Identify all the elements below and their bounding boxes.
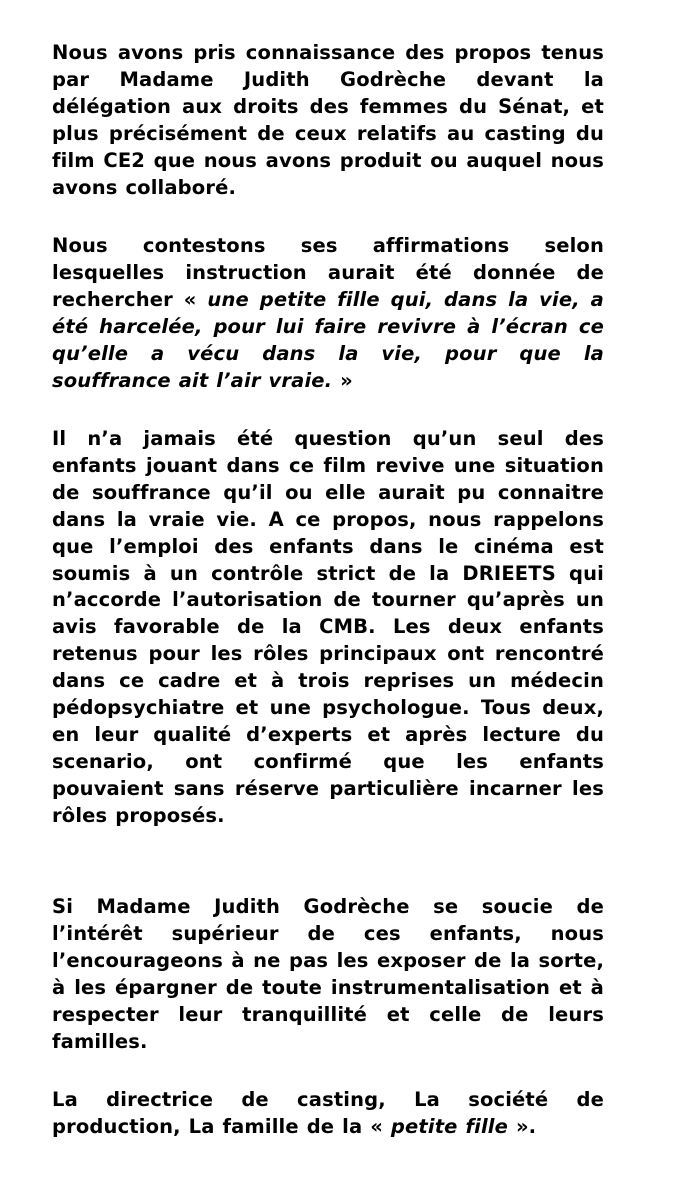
signature-block [52,1087,604,1141]
paragraph-contest [52,233,604,394]
paragraph-explanation [52,426,604,830]
paragraph-contest-lead: Nous contestons ses affirmations selon lesquelles instruction aurait été donnée de rechercher « [52,234,604,311]
signature-text [52,1087,604,1141]
paragraph-request-text: Si Madame Judith Godrèche se soucie de l’intérêt supérieur de ces enfants, nous l’encourageons à ne pas les exposer de la sorte, à les épargner de toute instrumentalisation et à respecter leur tranquillité et celle de leurs familles. [52,895,604,1053]
signature-close: ». [508,1114,537,1138]
paragraph-explanation-text: Il n’a jamais été question qu’un seul des enfants jouant dans ce film revive une situation de souffrance qu’il ou elle aurait pu connaitre dans la vraie vie. A ce propos, nous rappelons que l’emploi des enfants dans le cinéma est soumis à un contrôle strict de la DRIEETS qui n’accorde l’autorisation de tourner qu’après un avis favorable de la CMB. Les deux enfants retenus pour les rôles principaux ont rencontré dans ce cadre et à trois reprises un médecin pédopsychiatre et une psychologue. Tous deux, en leur qualité d’experts et après lecture du scenario, ont confirmé que les enfants pouvaient sans réserve particulière incarner les rôles proposés. [52,427,604,827]
paragraph-contest-close: » [332,368,353,392]
paragraph-intro [52,40,604,201]
paragraph-intro-text: Nous avons pris connaissance des propos tenus par Madame Judith Godrèche devant la délégation aux droits des femmes du Sénat, et plus précisément de ceux relatifs au casting du film CE2 que nous avons produit ou auquel nous avons collaboré. [52,41,604,199]
paragraph-contest-text [52,233,604,394]
quoted-statement: une petite fille qui, dans la vie, a été harcelée, pour lui faire revivre à l’écran ce qu’elle a vécu dans la vie, pour que la souffrance ait l’air vraie. [52,287,604,392]
signature-lead: La directrice de casting, La société de production, La famille de la « [52,1088,604,1138]
signature-quote: petite fille [390,1114,508,1138]
paragraph-request [52,894,604,1055]
